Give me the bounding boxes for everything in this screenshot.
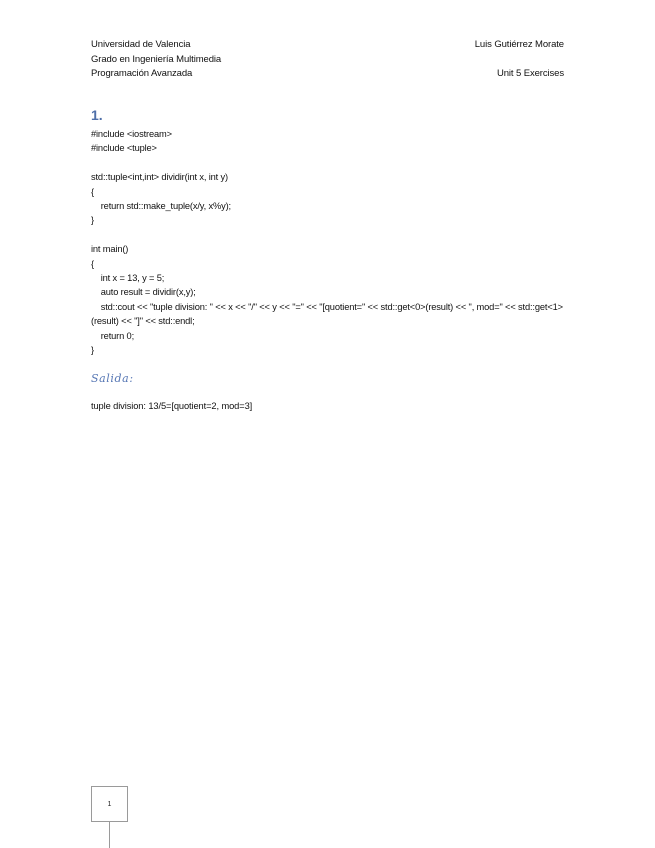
header-university: Universidad de Valencia xyxy=(91,39,191,50)
code-line: { xyxy=(91,186,94,197)
output-text: tuple division: 13/5=[quotient=2, mod=3] xyxy=(91,401,253,411)
header-unit: Unit 5 Exercises xyxy=(496,68,564,79)
code-line: #include <iostream> xyxy=(91,129,172,139)
code-line xyxy=(91,156,571,170)
exercise-heading: 1. xyxy=(91,107,103,123)
header-author: Luis Gutiérrez Morate xyxy=(474,39,564,50)
code-line: return std::make_tuple(x/y, x%y); xyxy=(91,201,231,212)
page-number: 1 xyxy=(107,800,112,808)
code-line: return 0; xyxy=(91,330,135,341)
code-line: int main() xyxy=(91,244,129,255)
code-line: #include <tuple> xyxy=(91,143,157,154)
code-line xyxy=(91,228,571,242)
code-line: } xyxy=(91,215,94,226)
code-line: int x = 13, y = 5; xyxy=(91,273,165,284)
page-number-box xyxy=(91,786,128,822)
code-block xyxy=(91,127,571,357)
header-author-block xyxy=(475,38,564,82)
page-number-connector-line xyxy=(109,822,110,848)
code-line: } xyxy=(91,345,94,356)
header-course: Programación Avanzada xyxy=(91,68,193,79)
code-line: std::tuple<int,int> dividir(int x, int y) xyxy=(91,172,228,183)
header-spacer xyxy=(475,53,564,68)
code-line: std::cout << "tuple division: " << x << "/" << y << "=" << "[quotient=" << std::get<0>(result) << ", mod=" << std::get<1>(result) << "]" << std::endl; xyxy=(91,301,563,327)
code-line: { xyxy=(91,258,94,269)
output-label: Salida: xyxy=(91,372,134,385)
header-degree: Grado en Ingeniería Multimedia xyxy=(91,53,222,65)
header-institution-block xyxy=(91,38,221,82)
code-line: auto result = dividir(x,y); xyxy=(91,287,196,298)
